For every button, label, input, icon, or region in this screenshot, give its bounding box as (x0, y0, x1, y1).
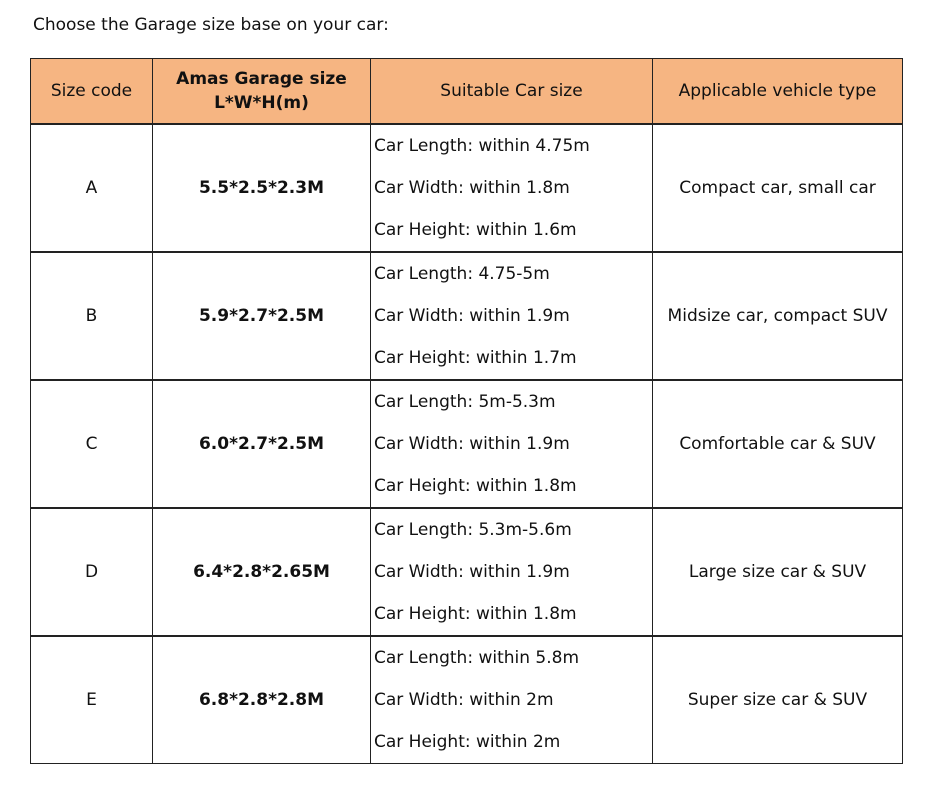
car-height-cell: Car Height: within 1.8m (371, 465, 653, 508)
table-row (31, 636, 903, 679)
vehicle-type-cell: Midsize car, compact SUV (653, 252, 903, 380)
header-size-code: Size code (31, 59, 153, 125)
table-row (31, 124, 903, 167)
header-garage-size (153, 59, 371, 125)
size-code-cell: E (31, 636, 153, 764)
car-length-cell: Car Length: 4.75-5m (371, 252, 653, 295)
header-row (31, 59, 903, 125)
vehicle-type-cell: Comfortable car & SUV (653, 380, 903, 508)
size-code-cell: D (31, 508, 153, 636)
car-height-cell: Car Height: within 1.7m (371, 337, 653, 380)
size-code-cell: B (31, 252, 153, 380)
garage-size-cell: 5.9*2.7*2.5M (153, 252, 371, 380)
header-vehicle-type: Applicable vehicle type (653, 59, 903, 125)
car-length-cell: Car Length: within 4.75m (371, 124, 653, 167)
intro-text: Choose the Garage size base on your car: (33, 15, 389, 35)
garage-size-cell: 6.0*2.7*2.5M (153, 380, 371, 508)
garage-size-cell: 5.5*2.5*2.3M (153, 124, 371, 252)
vehicle-type-cell: Compact car, small car (653, 124, 903, 252)
header-garage-size-line1: Amas Garage size (176, 69, 347, 89)
car-height-cell: Car Height: within 1.6m (371, 209, 653, 252)
car-width-cell: Car Width: within 1.9m (371, 295, 653, 337)
vehicle-type-cell: Super size car & SUV (653, 636, 903, 764)
garage-size-cell: 6.8*2.8*2.8M (153, 636, 371, 764)
car-length-cell: Car Length: within 5.8m (371, 636, 653, 679)
garage-size-table (30, 58, 903, 764)
car-width-cell: Car Width: within 1.9m (371, 551, 653, 593)
table-row (31, 252, 903, 295)
car-width-cell: Car Width: within 1.8m (371, 167, 653, 209)
car-width-cell: Car Width: within 2m (371, 679, 653, 721)
car-length-cell: Car Length: 5.3m-5.6m (371, 508, 653, 551)
car-height-cell: Car Height: within 2m (371, 721, 653, 764)
header-car-size: Suitable Car size (371, 59, 653, 125)
car-length-cell: Car Length: 5m-5.3m (371, 380, 653, 423)
vehicle-type-cell: Large size car & SUV (653, 508, 903, 636)
car-height-cell: Car Height: within 1.8m (371, 593, 653, 636)
size-code-cell: C (31, 380, 153, 508)
table-row (31, 380, 903, 423)
size-code-cell: A (31, 124, 153, 252)
header-garage-size-line2: L*W*H(m) (214, 93, 309, 113)
table-row (31, 508, 903, 551)
car-width-cell: Car Width: within 1.9m (371, 423, 653, 465)
garage-size-cell: 6.4*2.8*2.65M (153, 508, 371, 636)
